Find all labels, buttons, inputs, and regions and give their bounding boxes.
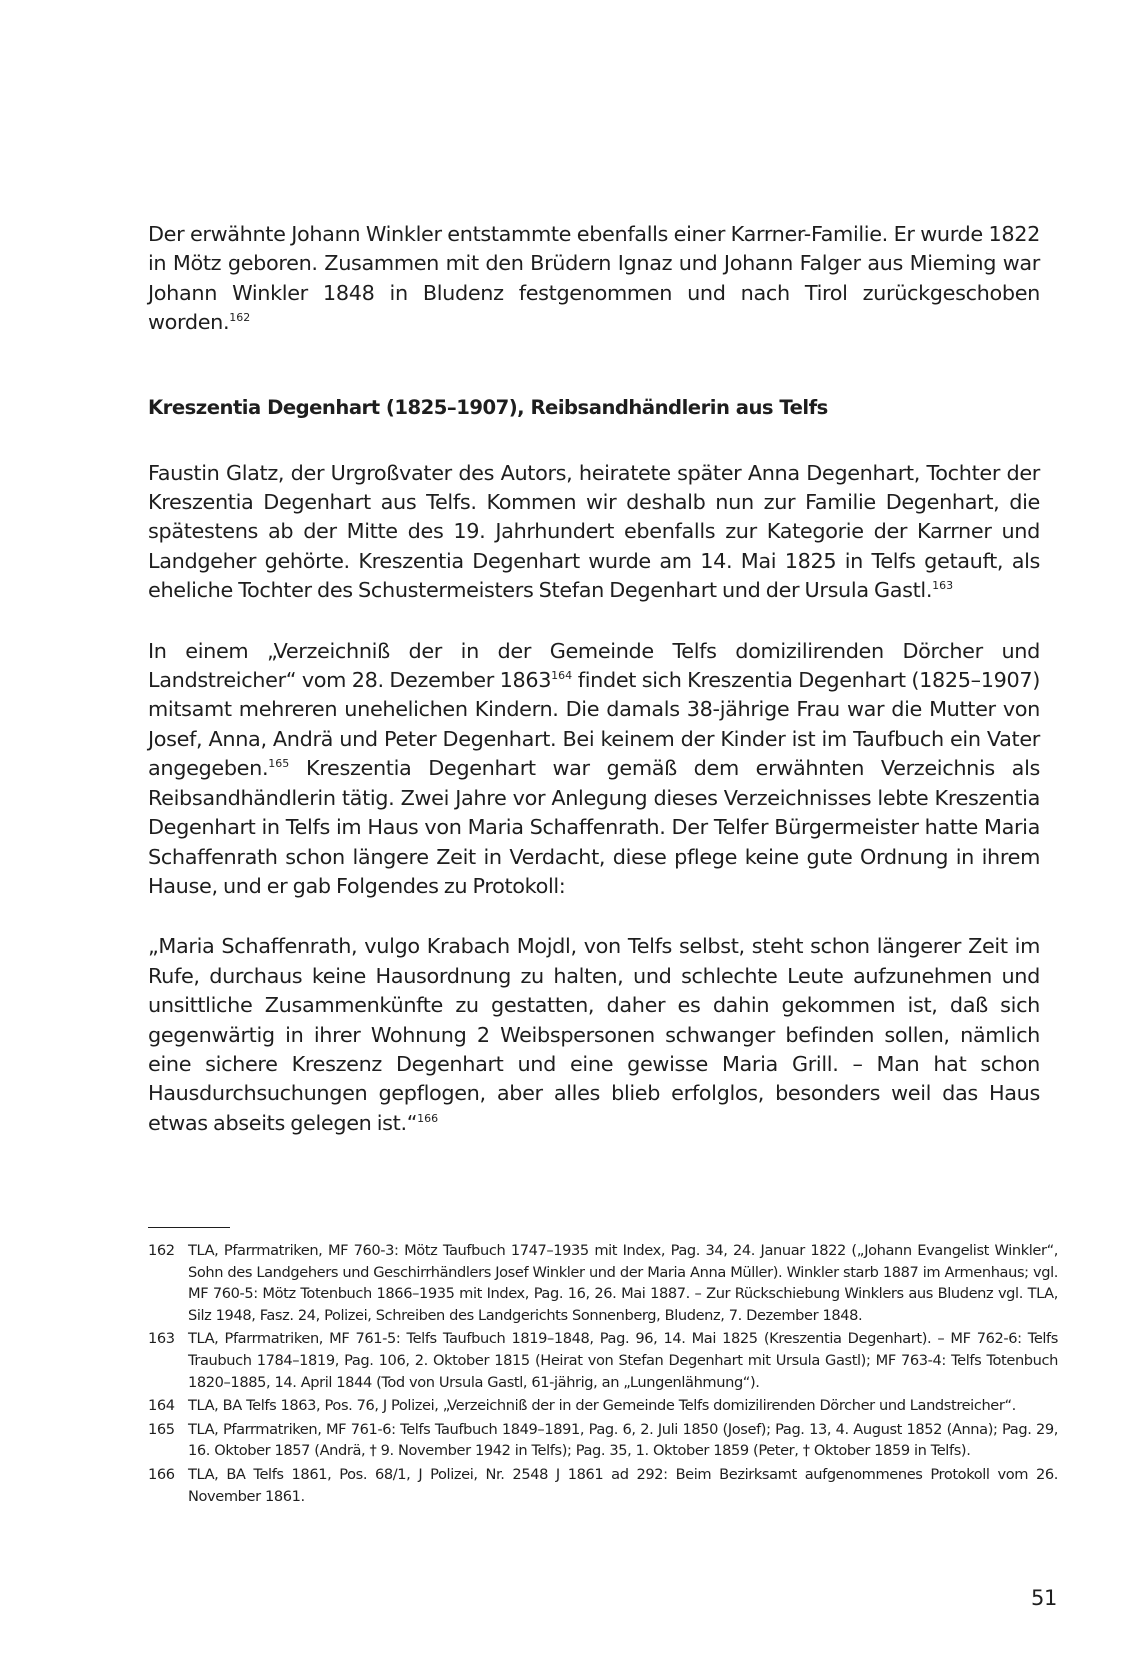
footnote-165 xyxy=(148,1419,1058,1462)
footnote-162 xyxy=(148,1240,1058,1326)
paragraph-text: Kreszentia Degenhart war gemäß dem erwähnten Verzeichnis als Reibsandhändlerin tätig. Zwei Jahre vor Anlegung dieses Verzeichnisses lebte Kreszentia Degenhart in Telfs im Haus von Maria Schaffenrath. Der Telfer Bürgermeister hatte Maria Schaffenrath schon längere Zeit in Verdacht, diese pflege keine gute Ordnung in ihrem Hause, und er gab Folgendes zu Protokoll: xyxy=(148,756,1040,898)
quote-text: „Maria Schaffenrath, vulgo Krabach Mojdl, von Telfs selbst, steht schon längerer Zeit im Rufe, durchaus keine Hausordnung zu halten, und schlechte Leute aufzunehmen und unsittliche Zusammenkünfte zu gestatten, daher es dahin gekommen ist, daß sich gegenwärtig in ihrer Wohnung 2 Weibspersonen schwanger befinden sollen, nämlich eine sichere Kreszenz Degenhart und eine gewisse Maria Grill. – Man hat schon Hausdurchsuchungen gepflogen, aber alles blieb erfolglos, besonders weil das Haus etwas abseits gelegen ist.“ xyxy=(148,934,1040,1135)
paragraph-text: In einem „Verzeichniß der in der Gemeinde Telfs domizilirenden Dörcher und Landstreicher“ vom 28. Dezember 1863 xyxy=(148,638,1040,693)
footnote-ref[interactable]: 165 xyxy=(268,757,290,771)
footnote-ref[interactable]: 164 xyxy=(551,669,573,683)
footnote-number: 162 xyxy=(148,1242,175,1259)
footnote-166 xyxy=(148,1464,1058,1507)
footnotes xyxy=(148,1240,1058,1509)
footnote-ref[interactable]: 162 xyxy=(229,311,251,325)
paragraph-text: Der erwähnte Johann Winkler entstammte ebenfalls einer Karrner-Familie. Er wurde 1822 in Mötz geboren. Zusammen mit den Brüdern Ignaz und Johann Falger aus Mieming war Johann Winkler 1848 in Bludenz festgenommen und nach Tirol zurückgeschoben worden. xyxy=(148,222,1040,335)
footnote-ref[interactable]: 163 xyxy=(932,579,954,593)
paragraph-text: Faustin Glatz, der Urgroßvater des Autors, heiratete später Anna Degenhart, Tochter der Kreszentia Degenhart aus Telfs. Kommen wir deshalb nun zur Familie Degenhart, die spätestens ab der Mitte des 19. Jahrhundert ebenfalls zur Kategorie der Karrner und Landgeher gehörte. Kreszentia Degenhart wurde am 14. Mai 1825 in Telfs getauft, als eheliche Tochter des Schustermeisters Stefan Degenhart und der Ursula Gastl. xyxy=(148,460,1040,603)
footnote-separator xyxy=(148,1227,230,1228)
paragraph-text: findet sich Kreszentia Degenhart (1825–1907) mitsamt mehreren unehelichen Kindern. Die damals 38-jährige Frau war die Mutter von Josef, Anna, Andrä und Peter Degenhart. Bei keinem der Kinder ist im Taufbuch ein Vater angegeben. xyxy=(148,668,1040,781)
block-quote xyxy=(148,932,1040,1138)
footnote-163 xyxy=(148,1328,1058,1393)
footnote-number: 163 xyxy=(148,1330,175,1348)
paragraph-verzeichnis xyxy=(148,637,1040,902)
section-heading: Kreszentia Degenhart (1825–1907), Reibsandhändlerin aus Telfs xyxy=(148,395,828,419)
footnote-text: TLA, Pfarrmatriken, MF 761-6: Telfs Taufbuch 1849–1891, Pag. 6, 2. Juli 1850 (Josef); Pag. 13, 4. August 1852 (Anna); Pag. 29, 16. Oktober 1857 (Andrä, † 9. November 1942 in Telfs); Pag. 35, 1. Oktober 1859 (Peter, † Oktober 1859 in Telfs). xyxy=(188,1420,1058,1460)
footnote-text: TLA, Pfarrmatriken, MF 761-5: Telfs Taufbuch 1819–1848, Pag. 96, 14. Mai 1825 (Kreszentia Degenhart). – MF 762-6: Telfs Traubuch 1784–1819, Pag. 106, 2. Oktober 1815 (Heirat von Stefan Degenhart mit Ursula Gastl); MF 763-4: Telfs Totenbuch 1820–1885, 14. April 1844 (Tod von Ursula Gastl, 61-jährig, an „Lungenlähmung“). xyxy=(188,1330,1058,1391)
paragraph-degenhart-family xyxy=(148,459,1040,606)
footnote-164 xyxy=(148,1395,1058,1417)
paragraph-winkler xyxy=(148,220,1040,338)
footnote-ref[interactable]: 166 xyxy=(417,1111,439,1125)
footnote-text: TLA, BA Telfs 1863, Pos. 76, J Polizei, „Verzeichniß der in der Gemeinde Telfs domizilirenden Dörcher und Landstreicher“. xyxy=(188,1397,1016,1415)
footnote-number: 166 xyxy=(148,1465,175,1483)
page-number: 51 xyxy=(1031,1586,1057,1610)
footnote-number: 164 xyxy=(148,1397,175,1415)
main-text xyxy=(148,220,1040,1138)
footnote-number: 165 xyxy=(148,1420,175,1438)
footnote-text: TLA, Pfarrmatriken, MF 760-3: Mötz Taufbuch 1747–1935 mit Index, Pag. 34, 24. Januar 1822 („Johann Evangelist Winkler“, Sohn des Landgehers und Geschirrhändlers Josef Winkler und der Maria Anna Müller). Winkler starb 1887 im Armenhaus; vgl. MF 760-5: Mötz Totenbuch 1866–1935 mit Index, Pag. 16, 26. Mai 1887. – Zur Rückschiebung Winklers aus Bludenz vgl. TLA, Silz 1948, Fasz. 24, Polizei, Schreiben des Landgerichts Sonnenberg, Bludenz, 7. Dezember 1848. xyxy=(188,1242,1058,1324)
footnote-text: TLA, BA Telfs 1861, Pos. 68/1, J Polizei, Nr. 2548 J 1861 ad 292: Beim Bezirksamt aufgenommenes Protokoll vom 26. November 1861. xyxy=(188,1465,1058,1505)
